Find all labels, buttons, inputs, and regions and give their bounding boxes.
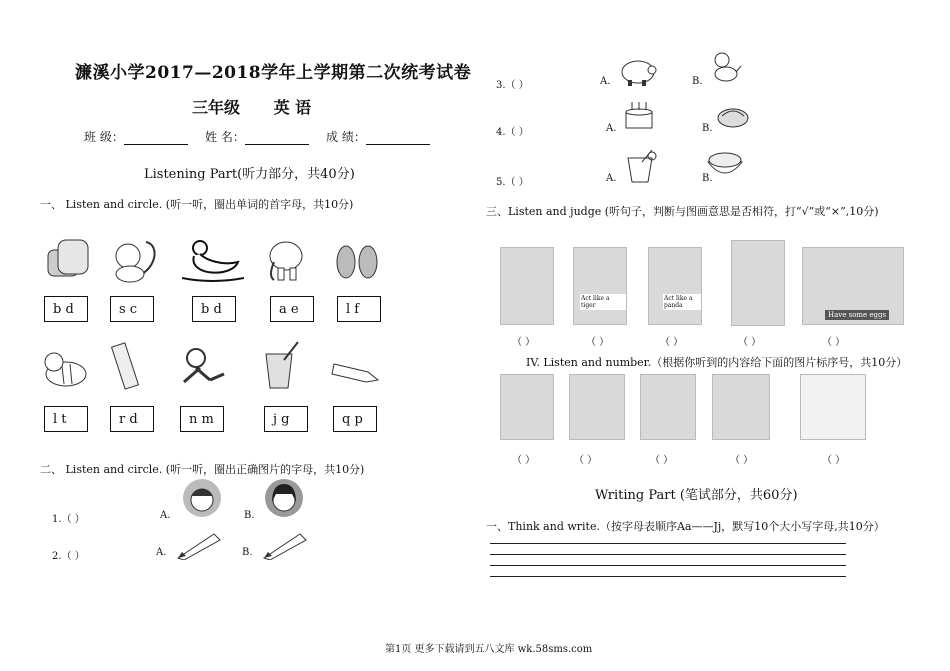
juice-icon xyxy=(624,150,658,184)
option-b-label: B. xyxy=(244,510,255,521)
listening-part-title: Listening Part(听力部分，共40分) xyxy=(144,167,355,182)
letter-box[interactable]: n m xyxy=(180,406,224,432)
page-footer: 第1页 更多下载请到五八文库 wk.58sms.com xyxy=(385,644,593,655)
section1-heading: 一、 Listen and circle. (听一听，圈出单词的首字母，共10分) xyxy=(40,198,354,211)
answer-blank[interactable]: （ ） xyxy=(738,337,762,348)
option-b-label: B. xyxy=(702,173,713,184)
writing-part-title: Writing Part (笔试部分，共60分) xyxy=(595,488,798,503)
judge-photo-2: Act like a tiger xyxy=(573,247,627,325)
question-number[interactable]: 2.（ ） xyxy=(52,551,85,562)
option-b-label: B. xyxy=(702,123,713,134)
pencil-icon xyxy=(330,356,382,386)
dog-icon xyxy=(708,50,742,86)
cake-icon xyxy=(622,98,656,132)
answer-blank[interactable]: （ ） xyxy=(822,337,846,348)
section2-heading: 二、 Listen and circle. (听一听，圈出正确图片的字母，共10分) xyxy=(40,463,365,476)
letter-box[interactable]: j g xyxy=(264,406,308,432)
writing-line[interactable] xyxy=(490,554,846,555)
letter-box[interactable]: r d xyxy=(110,406,154,432)
judge-photo-1 xyxy=(500,247,554,325)
letter-box[interactable]: l f xyxy=(337,296,381,322)
bread-icon xyxy=(716,104,750,128)
writing-line[interactable] xyxy=(490,576,846,577)
answer-blank[interactable]: （ ） xyxy=(822,455,846,466)
answer-blank[interactable]: （ ） xyxy=(660,337,684,348)
option-b-label: B. xyxy=(242,547,253,558)
number-photo-4 xyxy=(712,374,770,440)
question-number[interactable]: 4.（ ） xyxy=(496,127,529,138)
pen-icon xyxy=(176,530,222,560)
answer-blank[interactable]: （ ） xyxy=(730,455,754,466)
option-a-label: A. xyxy=(606,173,617,184)
answer-blank[interactable]: （ ） xyxy=(650,455,674,466)
judge-photo-4 xyxy=(731,240,785,326)
class-field: 班 级： xyxy=(84,128,188,145)
rice-bowl-icon xyxy=(706,150,744,180)
score-field: 成 绩： xyxy=(326,128,430,145)
bread-icon xyxy=(44,234,94,282)
judge-photo-3: Act like a panda xyxy=(648,247,702,325)
duck-icon xyxy=(182,236,244,284)
question-number[interactable]: 1.（ ） xyxy=(52,514,85,525)
exam-subtitle xyxy=(192,95,339,118)
pig-icon xyxy=(616,54,658,88)
writing-line[interactable] xyxy=(490,565,846,566)
letter-box[interactable]: q p xyxy=(333,406,377,432)
option-a-label: A. xyxy=(600,76,611,87)
feet-icon xyxy=(330,236,384,282)
girl-face-icon xyxy=(264,478,304,518)
answer-blank[interactable]: （ ） xyxy=(574,455,598,466)
section4-heading: IV. Listen and number.（根据你听到的内容给下面的图片标序号，共10分） xyxy=(526,356,908,369)
ruler-icon xyxy=(110,340,150,390)
letter-box[interactable]: a e xyxy=(270,296,314,322)
option-b-label: B. xyxy=(692,76,703,87)
letter-box[interactable]: b d xyxy=(44,296,88,322)
letter-box[interactable]: b d xyxy=(192,296,236,322)
section3-heading: 三、Listen and judge (听句子，判断与图画意思是否相符，打“√”或“×”,10分) xyxy=(486,205,879,218)
number-photo-2 xyxy=(569,374,625,440)
juice-icon xyxy=(258,340,304,392)
question-number[interactable]: 5.（ ） xyxy=(496,177,529,188)
question-number[interactable]: 3.（ ） xyxy=(496,80,529,91)
number-photo-1 xyxy=(500,374,554,440)
answer-blank[interactable]: （ ） xyxy=(586,337,610,348)
tiger-icon xyxy=(40,344,90,392)
pencil-icon xyxy=(262,530,308,560)
option-a-label: A. xyxy=(606,123,617,134)
grade-label: 三年级 xyxy=(192,98,241,117)
subject-label: 英 语 xyxy=(273,98,312,117)
letter-box[interactable]: s c xyxy=(110,296,154,322)
monkey-icon xyxy=(176,344,232,392)
boy-face-icon xyxy=(182,478,222,518)
judge-photo-5: Have some eggs xyxy=(802,247,904,325)
name-field: 姓 名： xyxy=(205,128,309,145)
option-a-label: A. xyxy=(160,510,171,521)
answer-blank[interactable]: （ ） xyxy=(512,337,536,348)
elephant-icon xyxy=(262,234,308,284)
writing-section1-heading: 一、Think and write.（按字母表顺序Aa——Jj，默写10个大小写字母,共10分） xyxy=(486,520,885,533)
exam-title: 濂溪小学2017—2018学年上学期第二次统考试卷 xyxy=(75,63,472,83)
letter-box[interactable]: l t xyxy=(44,406,88,432)
number-photo-5 xyxy=(800,374,866,440)
squirrel-icon xyxy=(108,234,160,284)
option-a-label: A. xyxy=(156,547,167,558)
number-photo-3 xyxy=(640,374,696,440)
writing-line[interactable] xyxy=(490,543,846,544)
answer-blank[interactable]: （ ） xyxy=(512,455,536,466)
